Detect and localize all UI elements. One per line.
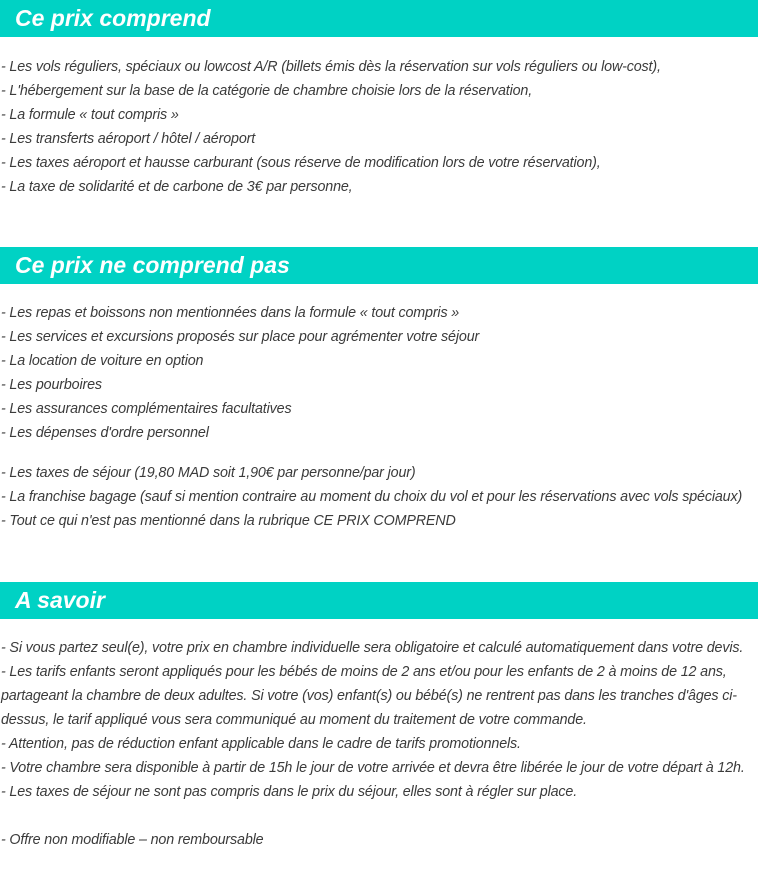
list-item: - La formule « tout compris » [1, 107, 179, 123]
list-item: - Tout ce qui n'est pas mentionné dans la rubrique CE PRIX COMPREND [1, 513, 456, 529]
list-item: - L'hébergement sur la base de la catégorie de chambre choisie lors de la réservation, [1, 83, 533, 99]
good-to-know-list [1, 636, 758, 852]
list-item: - Si vous partez seul(e), votre prix en chambre individuelle sera obligatoire et calculé automatiquement dans votre devis. [1, 640, 744, 656]
list-item: - Les pourboires [1, 377, 102, 393]
list-item: - Les transferts aéroport / hôtel / aéroport [1, 131, 256, 147]
list-item: - Les assurances complémentaires facultatives [1, 401, 292, 417]
list-item: - Votre chambre sera disponible à partir de 15h le jour de votre arrivée et devra être libérée le jour de votre départ à 12h. [1, 760, 745, 776]
list-item: - Les vols réguliers, spéciaux ou lowcost A/R (billets émis dès la réservation sur vols réguliers ou low-cost), [1, 59, 661, 75]
list-item: - Les tarifs enfants seront appliqués pour les bébés de moins de 2 ans et/ou pour les enfants de 2 à moins de 12 ans, partageant la chambre de deux adultes. Si votre (vos) enfant(s) ou bébé(s) ne rentrent pas dans les tranches d'âges ci-dessus, le tarif appliqué vous sera communiqué au moment du traitement de votre commande. [1, 664, 737, 728]
excludes-list [1, 301, 758, 533]
section-header-includes: Ce prix comprend [0, 0, 758, 37]
list-item: - Les taxes de séjour (19,80 MAD soit 1,90€ par personne/par jour) [1, 465, 416, 481]
includes-list [1, 55, 758, 199]
section-header-excludes: Ce prix ne comprend pas [0, 247, 758, 284]
list-item: - Les services et excursions proposés sur place pour agrémenter votre séjour [1, 329, 480, 345]
list-item: - Les repas et boissons non mentionnées dans la formule « tout compris » [1, 305, 460, 321]
list-item: - Les dépenses d'ordre personnel [1, 425, 209, 441]
section-header-good-to-know: A savoir [0, 582, 758, 619]
list-item: - Attention, pas de réduction enfant applicable dans le cadre de tarifs promotionnels. [1, 736, 521, 752]
list-item: - Les taxes aéroport et hausse carburant (sous réserve de modification lors de votre réservation), [1, 155, 601, 171]
list-item: - Les taxes de séjour ne sont pas compris dans le prix du séjour, elles sont à régler sur place. [1, 784, 578, 800]
list-item: - La taxe de solidarité et de carbone de 3€ par personne, [1, 179, 353, 195]
list-item: - La location de voiture en option [1, 353, 204, 369]
list-item: - Offre non modifiable – non remboursable [1, 832, 264, 848]
list-item: - La franchise bagage (sauf si mention contraire au moment du choix du vol et pour les réservations avec vols spéciaux) [1, 489, 743, 505]
